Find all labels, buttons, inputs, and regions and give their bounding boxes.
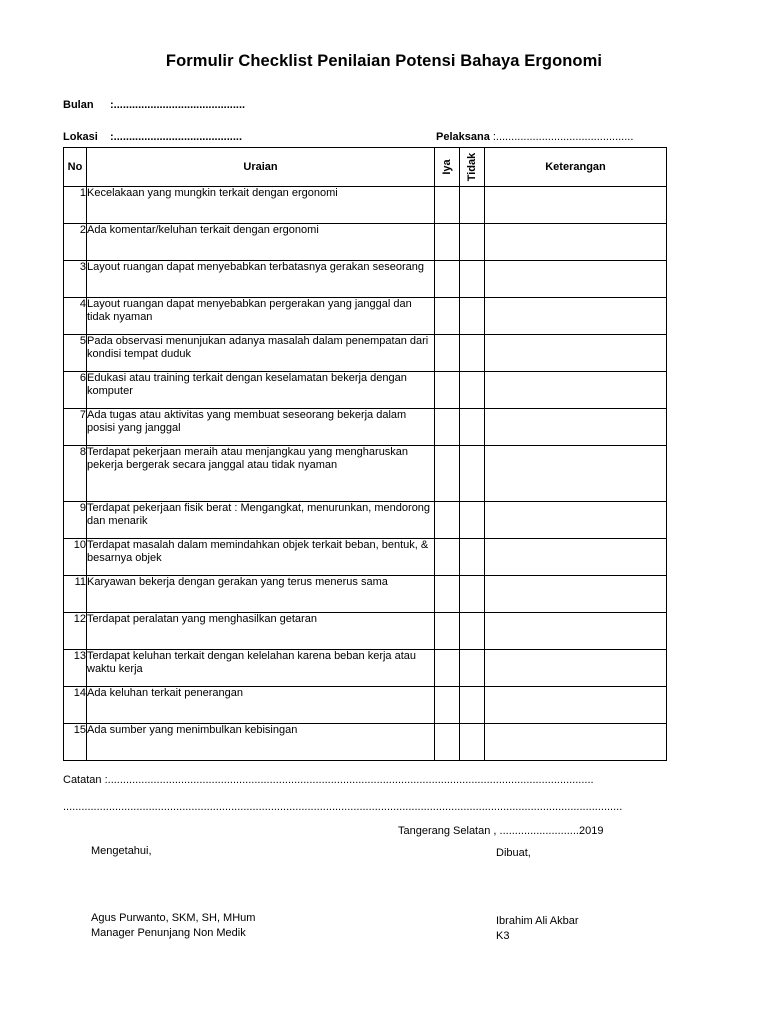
bulan-label: Bulan (63, 99, 94, 111)
row-uraian: Terdapat pekerjaan meraih atau menjangkau yang mengharuskan pekerja bergerak secara janggal atau tidak nyaman (87, 446, 435, 502)
row-uraian: Terdapat keluhan terkait dengan kelelahan karena beban kerja atau waktu kerja (87, 650, 435, 687)
row-number: 11 (64, 576, 87, 613)
row-number: 3 (64, 261, 87, 298)
keterangan-cell[interactable] (485, 650, 667, 687)
tidak-checkbox-cell[interactable] (460, 446, 485, 502)
lokasi-field (63, 131, 242, 143)
header-no: No (64, 148, 87, 187)
table-row (64, 187, 667, 224)
tidak-checkbox-cell[interactable] (460, 502, 485, 539)
iya-checkbox-cell[interactable] (435, 372, 460, 409)
iya-checkbox-cell[interactable] (435, 502, 460, 539)
approver-position: Manager Penunjang Non Medik (91, 927, 246, 939)
keterangan-cell[interactable] (485, 187, 667, 224)
iya-checkbox-cell[interactable] (435, 409, 460, 446)
row-uraian: Terdapat masalah dalam memindahkan objek terkait beban, bentuk, & besarnya objek (87, 539, 435, 576)
catatan-label: Catatan : (63, 774, 108, 786)
table-row (64, 539, 667, 576)
keterangan-cell[interactable] (485, 261, 667, 298)
table-row (64, 409, 667, 446)
table-row (64, 335, 667, 372)
header-tidak (460, 148, 485, 187)
row-uraian: Pada observasi menunjukan adanya masalah dalam penempatan dari kondisi tempat duduk (87, 335, 435, 372)
lokasi-label: Lokasi (63, 131, 98, 143)
header-keterangan: Keterangan (485, 148, 667, 187)
table-row (64, 372, 667, 409)
tidak-checkbox-cell[interactable] (460, 539, 485, 576)
form-title: Formulir Checklist Penilaian Potensi Bahaya Ergonomi (165, 52, 603, 70)
row-number: 2 (64, 224, 87, 261)
iya-checkbox-cell[interactable] (435, 687, 460, 724)
header-uraian: Uraian (87, 148, 435, 187)
approver-name: Agus Purwanto, SKM, SH, MHum (91, 912, 256, 924)
tidak-checkbox-cell[interactable] (460, 298, 485, 335)
iya-checkbox-cell[interactable] (435, 613, 460, 650)
tidak-checkbox-cell[interactable] (460, 224, 485, 261)
keterangan-cell[interactable] (485, 539, 667, 576)
catatan-field[interactable]: ............................................................................................................................................................... (107, 774, 594, 786)
table-row (64, 224, 667, 261)
tidak-checkbox-cell[interactable] (460, 687, 485, 724)
row-uraian: Edukasi atau training terkait dengan keselamatan bekerja dengan komputer (87, 372, 435, 409)
table-row (64, 576, 667, 613)
creator-name: Ibrahim Ali Akbar (496, 915, 579, 927)
iya-checkbox-cell[interactable] (435, 539, 460, 576)
lokasi-value[interactable]: :.......................................... (110, 131, 243, 143)
tidak-checkbox-cell[interactable] (460, 724, 485, 761)
row-uraian: Ada sumber yang menimbulkan kebisingan (87, 724, 435, 761)
tidak-checkbox-cell[interactable] (460, 372, 485, 409)
keterangan-cell[interactable] (485, 409, 667, 446)
row-number: 6 (64, 372, 87, 409)
table-row (64, 298, 667, 335)
keterangan-cell[interactable] (485, 613, 667, 650)
row-number: 1 (64, 187, 87, 224)
table-row (64, 446, 667, 502)
iya-checkbox-cell[interactable] (435, 650, 460, 687)
row-number: 5 (64, 335, 87, 372)
tidak-checkbox-cell[interactable] (460, 613, 485, 650)
iya-checkbox-cell[interactable] (435, 187, 460, 224)
row-uraian: Karyawan bekerja dengan gerakan yang terus menerus sama (87, 576, 435, 613)
pelaksana-value[interactable]: :............................................. (492, 131, 634, 143)
place-date: Tangerang Selatan , ..........................2019 (398, 825, 604, 837)
table-row (64, 687, 667, 724)
table-row (64, 650, 667, 687)
tidak-checkbox-cell[interactable] (460, 261, 485, 298)
table-row (64, 613, 667, 650)
row-uraian: Layout ruangan dapat menyebabkan terbatasnya gerakan seseorang (87, 261, 435, 298)
bulan-value[interactable]: :........................................... (110, 99, 246, 111)
table-row (64, 261, 667, 298)
header-iya-label: Iya (441, 159, 453, 175)
catatan-second-line[interactable]: ....................................................................................................................................................................................... (63, 801, 623, 813)
creator-position: K3 (496, 930, 510, 942)
iya-checkbox-cell[interactable] (435, 724, 460, 761)
keterangan-cell[interactable] (485, 502, 667, 539)
table-row (64, 502, 667, 539)
tidak-checkbox-cell[interactable] (460, 576, 485, 613)
tidak-checkbox-cell[interactable] (460, 650, 485, 687)
row-number: 13 (64, 650, 87, 687)
row-number: 4 (64, 298, 87, 335)
keterangan-cell[interactable] (485, 372, 667, 409)
catatan-line (63, 774, 594, 786)
keterangan-cell[interactable] (485, 224, 667, 261)
bulan-field (63, 99, 245, 111)
keterangan-cell[interactable] (485, 446, 667, 502)
pelaksana-field (436, 131, 633, 143)
row-uraian: Ada tugas atau aktivitas yang membuat seseorang bekerja dalam posisi yang janggal (87, 409, 435, 446)
keterangan-cell[interactable] (485, 724, 667, 761)
header-tidak-label: Tidak (466, 152, 478, 182)
row-number: 14 (64, 687, 87, 724)
row-uraian: Terdapat peralatan yang menghasilkan getaran (87, 613, 435, 650)
row-uraian: Ada komentar/keluhan terkait dengan ergonomi (87, 224, 435, 261)
iya-checkbox-cell[interactable] (435, 224, 460, 261)
dibuat-label: Dibuat, (496, 847, 531, 859)
row-number: 10 (64, 539, 87, 576)
row-uraian: Layout ruangan dapat menyebabkan pergerakan yang janggal dan tidak nyaman (87, 298, 435, 335)
tidak-checkbox-cell[interactable] (460, 409, 485, 446)
row-number: 12 (64, 613, 87, 650)
row-number: 15 (64, 724, 87, 761)
iya-checkbox-cell[interactable] (435, 335, 460, 372)
row-number: 9 (64, 502, 87, 539)
checklist-table (63, 147, 667, 761)
iya-checkbox-cell[interactable] (435, 446, 460, 502)
table-row (64, 724, 667, 761)
iya-checkbox-cell[interactable] (435, 261, 460, 298)
iya-checkbox-cell[interactable] (435, 576, 460, 613)
table-header-row (64, 148, 667, 187)
keterangan-cell[interactable] (485, 687, 667, 724)
pelaksana-label: Pelaksana (436, 131, 490, 143)
tidak-checkbox-cell[interactable] (460, 187, 485, 224)
iya-checkbox-cell[interactable] (435, 298, 460, 335)
header-iya (435, 148, 460, 187)
row-number: 8 (64, 446, 87, 502)
row-uraian: Terdapat pekerjaan fisik berat : Mengangkat, menurunkan, mendorong dan menarik (87, 502, 435, 539)
row-uraian: Kecelakaan yang mungkin terkait dengan ergonomi (87, 187, 435, 224)
mengetahui-label: Mengetahui, (91, 845, 152, 857)
tidak-checkbox-cell[interactable] (460, 335, 485, 372)
row-uraian: Ada keluhan terkait penerangan (87, 687, 435, 724)
keterangan-cell[interactable] (485, 335, 667, 372)
keterangan-cell[interactable] (485, 576, 667, 613)
row-number: 7 (64, 409, 87, 446)
keterangan-cell[interactable] (485, 298, 667, 335)
